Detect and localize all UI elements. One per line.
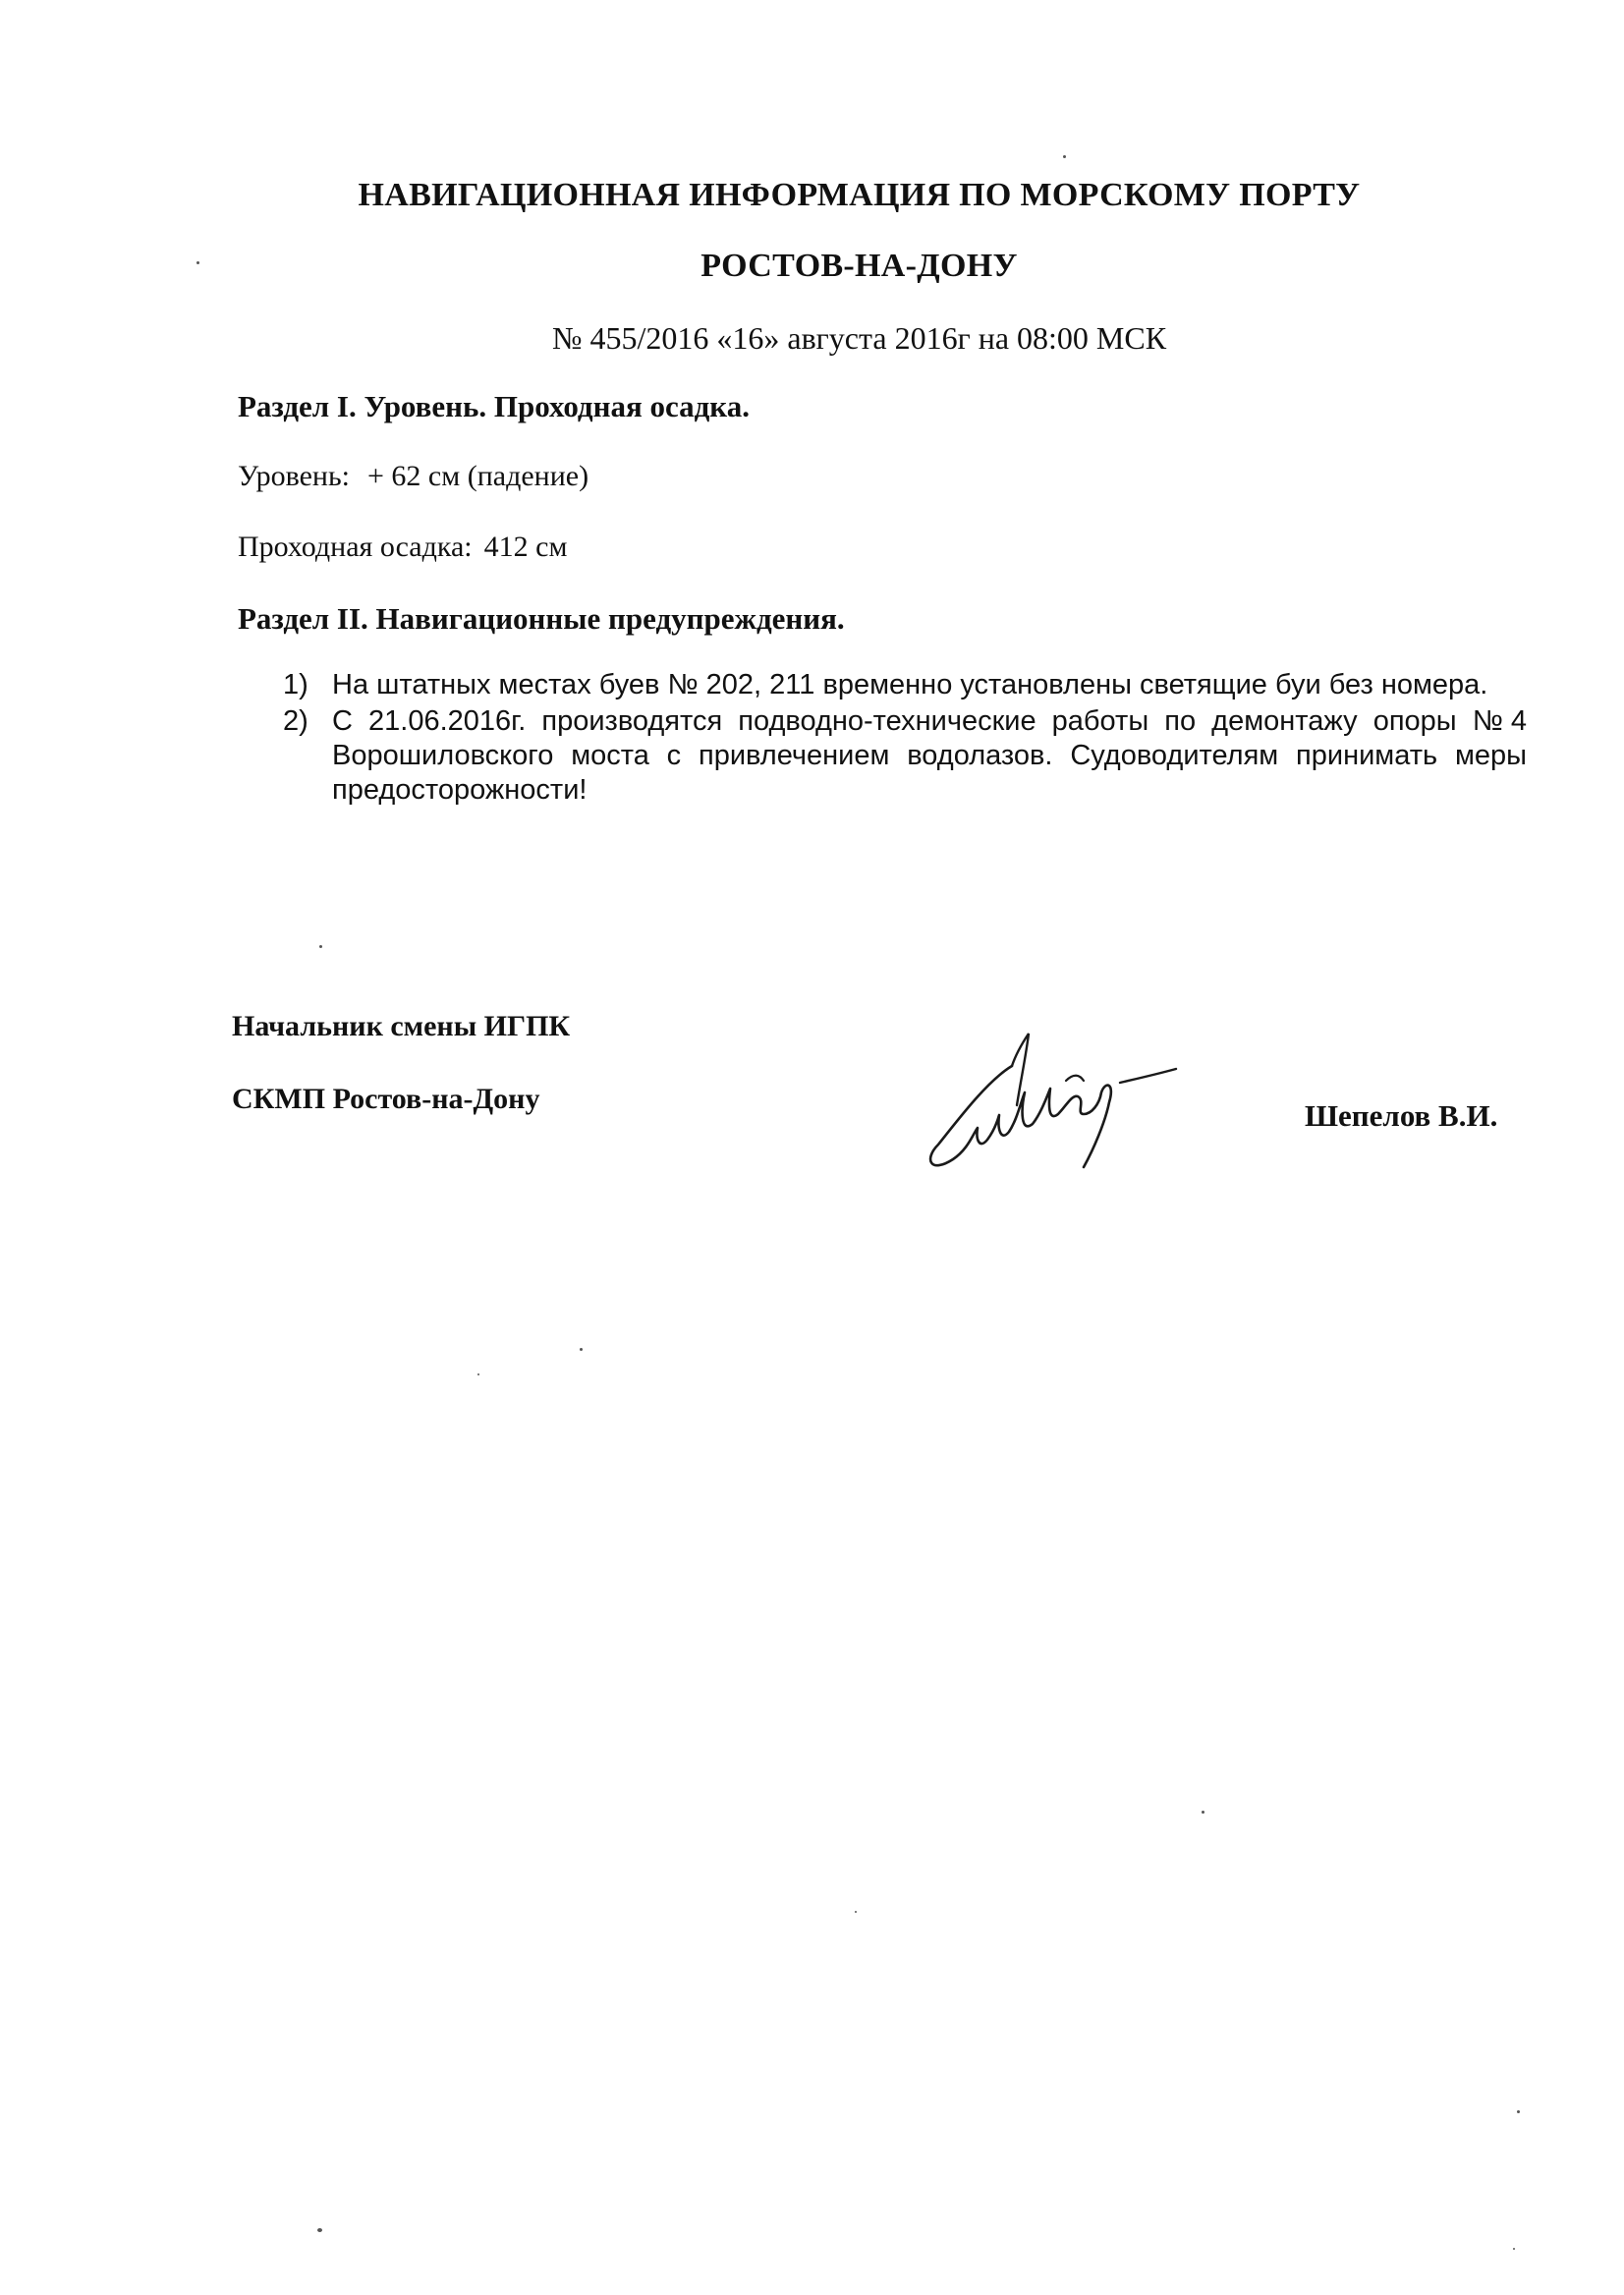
scan-speck xyxy=(317,2228,322,2232)
warning-number: 2) xyxy=(283,705,308,737)
document-title-line-2: РОСТОВ-НА-ДОНУ xyxy=(700,248,1018,284)
scan-speck xyxy=(855,1911,857,1913)
passage-draft-value: 412 см xyxy=(483,531,568,563)
section-1-heading: Раздел I. Уровень. Проходная осадка. xyxy=(238,389,750,423)
scan-speck xyxy=(1517,2110,1520,2113)
scan-speck xyxy=(196,261,199,264)
navigation-warnings-list xyxy=(279,668,1527,810)
water-level-label: Уровень: xyxy=(238,460,350,492)
signer-position-line-1: Начальник смены ИГПК xyxy=(232,1010,571,1042)
warning-number: 1) xyxy=(283,669,308,700)
water-level-line xyxy=(238,460,588,493)
section-2-heading: Раздел II. Навигационные предупреждения. xyxy=(238,601,845,636)
warning-text: С 21.06.2016г. производятся подводно-технические работы по демонтажу опоры №4 Ворошиловского моста с привлечением водолазов. Судоводителям принимать меры предосторожности! xyxy=(332,705,1527,806)
water-level-value: + 62 см (падение) xyxy=(366,460,589,492)
handwritten-signature xyxy=(919,1012,1213,1179)
signer-name: Шепелов В.И. xyxy=(1305,1098,1498,1133)
scan-speck xyxy=(319,945,322,948)
scan-speck xyxy=(1513,2248,1515,2250)
warning-item-2 xyxy=(279,704,1527,808)
scan-speck xyxy=(1063,155,1066,158)
signer-position-line-2: СКМП Ростов-на-Дону xyxy=(232,1083,540,1115)
warning-item-1 xyxy=(279,668,1527,702)
document-number-date: № 455/2016 «16» августа 2016г на 08:00 МСК xyxy=(551,320,1167,356)
passage-draft-line xyxy=(238,531,567,564)
scan-speck xyxy=(580,1348,583,1351)
warning-text: На штатных местах буев № 202, 211 временно установлены светящие буи без номера. xyxy=(332,669,1488,700)
scan-speck xyxy=(477,1373,479,1375)
scan-speck xyxy=(1202,1811,1204,1814)
passage-draft-label: Проходная осадка: xyxy=(238,531,473,563)
document-title-line-1: НАВИГАЦИОННАЯ ИНФОРМАЦИЯ ПО МОРСКОМУ ПОРТУ xyxy=(358,177,1361,213)
